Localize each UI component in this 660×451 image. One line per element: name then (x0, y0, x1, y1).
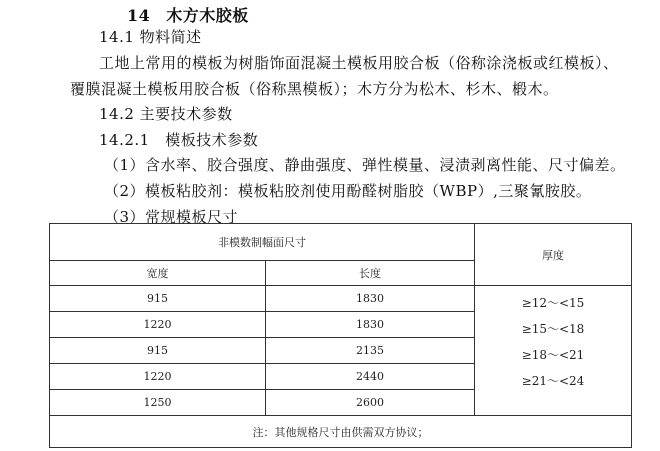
thickness-range: ≥18～<21 (521, 348, 585, 362)
length-header-cell: 长度 (266, 261, 475, 286)
thickness-range: ≥21～<24 (521, 374, 585, 388)
thickness-header-cell: 厚度 (475, 224, 632, 286)
list-item-1: （1）含水率、胶合强度、静曲强度、弹性模量、浸渍剥离性能、尺寸偏差。 (104, 156, 626, 174)
subsection-14-2-1: 14.2.1 模板技术参数 (99, 131, 259, 149)
subsection-14-1: 14.1 物料简述 (99, 28, 202, 46)
width-cell: 1250 (50, 390, 266, 416)
width-cell: 1220 (50, 312, 266, 338)
section-title: 木方木胶板 (166, 6, 249, 25)
paragraph-line-1: 工地上常用的模板为树脂饰面混凝土模板用胶合板（俗称涂浇板或红模板）、 (99, 54, 619, 72)
group-header-cell: 非模数制幅面尺寸 (50, 224, 475, 261)
length-cell: 1830 (266, 286, 475, 312)
thickness-range: ≥15～<18 (521, 322, 585, 336)
list-item-2: （2）模板粘胶剂：模板粘胶剂使用酚醛树脂胶（WBP）,三聚氰胺胶。 (104, 182, 592, 200)
length-cell: 1830 (266, 312, 475, 338)
section-heading (127, 3, 249, 26)
width-cell: 1220 (50, 364, 266, 390)
paragraph-line-2: 覆膜混凝土模板用胶合板（俗称黑模板）；木方分为松木、杉木、椴木。 (70, 80, 559, 98)
length-cell: 2600 (266, 390, 475, 416)
table-note: 注：其他规格尺寸由供需双方协议； (50, 416, 632, 448)
thickness-range: ≥12～<15 (521, 296, 585, 310)
plywood-size-table (49, 223, 632, 448)
table-row (50, 286, 632, 312)
thickness-cell (475, 286, 632, 416)
width-header-cell: 宽度 (50, 261, 266, 286)
subsection-14-2: 14.2 主要技术参数 (99, 105, 233, 123)
section-number: 14 (127, 6, 151, 25)
list-item-3: （3）常规模板尺寸 (104, 208, 239, 226)
length-cell: 2440 (266, 364, 475, 390)
width-cell: 915 (50, 286, 266, 312)
length-cell: 2135 (266, 338, 475, 364)
width-cell: 915 (50, 338, 266, 364)
